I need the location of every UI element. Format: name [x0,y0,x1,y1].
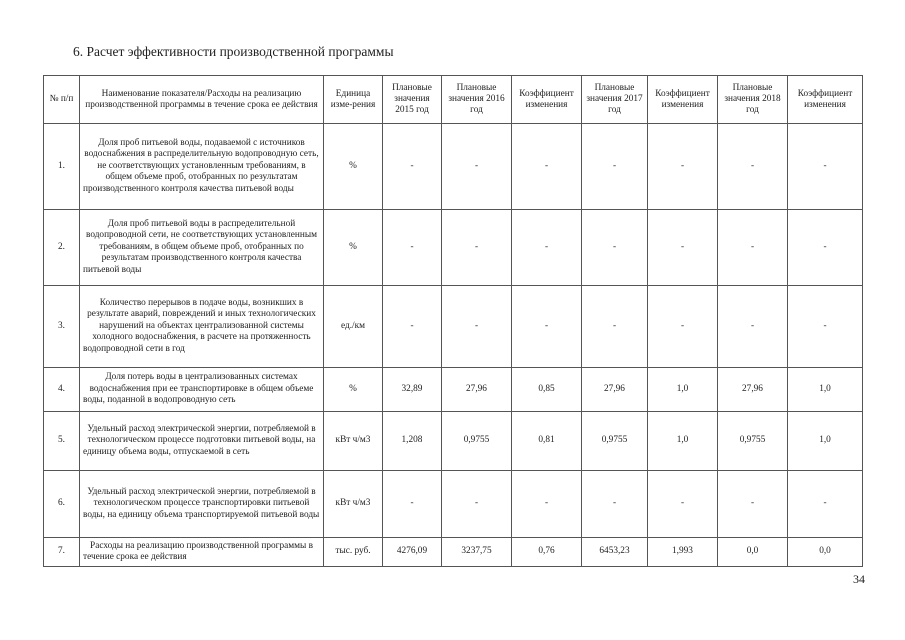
header-cell-num: № п/п [44,76,80,124]
row-number: 1. [44,124,80,210]
value-plan-2016: - [442,124,512,210]
header-cell-name: Наименование показателя/Расходы на реализацию производственной программы в течение срока ее действия [80,76,324,124]
value-plan-2017: 6453,23 [582,538,648,567]
unit-cell: % [324,368,383,412]
value-coef-2017: 1,0 [648,412,718,471]
value-coef-2016: 0,85 [512,368,582,412]
value-coef-2016: 0,81 [512,412,582,471]
value-plan-2016: - [442,210,512,286]
value-plan-2015: - [383,210,442,286]
table-row [44,368,863,412]
table-row [44,210,863,286]
value-plan-2017: 27,96 [582,368,648,412]
value-coef-2018: 1,0 [788,368,863,412]
unit-cell: % [324,210,383,286]
indicator-name: Расходы на реализацию производственной программы в течение срока ее действия [80,538,324,567]
header-cell-coef-2017: Коэффициент изменения [648,76,718,124]
value-plan-2015: - [383,471,442,538]
unit-cell: ед./км [324,286,383,368]
row-number: 6. [44,471,80,538]
value-coef-2017: - [648,286,718,368]
section-title: 6. Расчет эффективности производственной программы [73,44,394,59]
indicator-name: Удельный расход электрической энергии, потребляемой в технологическом процессе подготовки питьевой воды, на единицу объема воды, отпускаемой в сеть [80,412,324,471]
table-row [44,471,863,538]
value-plan-2015: 1,208 [383,412,442,471]
table-row [44,538,863,567]
page-number: 34 [853,572,865,586]
value-plan-2017: - [582,471,648,538]
row-number: 5. [44,412,80,471]
value-plan-2017: - [582,286,648,368]
row-number: 4. [44,368,80,412]
table-row [44,286,863,368]
value-plan-2016: - [442,471,512,538]
unit-cell: кВт ч/м3 [324,471,383,538]
unit-cell: тыс. руб. [324,538,383,567]
value-plan-2018: 27,96 [718,368,788,412]
value-coef-2017: - [648,124,718,210]
indicator-name: Доля потерь воды в централизованных системах водоснабжения при ее транспортировке в общем объеме воды, поданной в водопроводную сеть [80,368,324,412]
efficiency-table [43,75,863,567]
value-coef-2016: - [512,210,582,286]
value-coef-2018: 0,0 [788,538,863,567]
value-coef-2016: - [512,471,582,538]
value-plan-2016: 27,96 [442,368,512,412]
table-header-row [44,76,863,124]
value-plan-2018: - [718,124,788,210]
value-plan-2015: 4276,09 [383,538,442,567]
value-plan-2018: 0,9755 [718,412,788,471]
header-cell-plan-2016: Плановые значения 2016 год [442,76,512,124]
value-coef-2018: 1,0 [788,412,863,471]
header-cell-plan-2018: Плановые значения 2018 год [718,76,788,124]
indicator-name: Доля проб питьевой воды, подаваемой с источников водоснабжения в распределительную водопроводную сеть, не соответствующих установленным требованиям, в общем объеме проб, отобранных по результатам производственного контроля качества питьевой воды [80,124,324,210]
value-plan-2015: 32,89 [383,368,442,412]
table-row [44,124,863,210]
value-plan-2018: - [718,471,788,538]
unit-cell: % [324,124,383,210]
value-coef-2016: - [512,286,582,368]
value-coef-2016: - [512,124,582,210]
value-coef-2018: - [788,286,863,368]
row-number: 2. [44,210,80,286]
unit-cell: кВт ч/м3 [324,412,383,471]
value-plan-2015: - [383,124,442,210]
indicator-name: Удельный расход электрической энергии, потребляемой в технологическом процессе транспортировки питьевой воды, на единицу объема транспортируемой питьевой воды [80,471,324,538]
value-plan-2015: - [383,286,442,368]
indicator-name: Доля проб питьевой воды в распределительной водопроводной сети, не соответствующих установленным требованиям, в общем объеме проб, отобранных по результатам производственного контроля качества питьевой воды [80,210,324,286]
value-plan-2018: - [718,210,788,286]
value-coef-2018: - [788,471,863,538]
value-plan-2016: 0,9755 [442,412,512,471]
header-cell-unit: Единица изме-рения [324,76,383,124]
value-plan-2017: - [582,210,648,286]
value-plan-2016: 3237,75 [442,538,512,567]
header-cell-plan-2015: Плановые значения 2015 год [383,76,442,124]
value-coef-2018: - [788,210,863,286]
value-coef-2017: 1,993 [648,538,718,567]
header-cell-coef-2016: Коэффициент изменения [512,76,582,124]
header-cell-coef-2018: Коэффициент изменения [788,76,863,124]
value-plan-2018: - [718,286,788,368]
value-plan-2018: 0,0 [718,538,788,567]
value-plan-2016: - [442,286,512,368]
value-coef-2017: - [648,210,718,286]
value-coef-2017: 1,0 [648,368,718,412]
indicator-name: Количество перерывов в подаче воды, возникших в результате аварий, повреждений и иных технологических нарушений на объектах централизованной системы холодного водоснабжения, в расчете на протяженность водопроводной сети в год [80,286,324,368]
value-coef-2018: - [788,124,863,210]
value-plan-2017: 0,9755 [582,412,648,471]
row-number: 7. [44,538,80,567]
row-number: 3. [44,286,80,368]
value-coef-2017: - [648,471,718,538]
table-row [44,412,863,471]
value-plan-2017: - [582,124,648,210]
value-coef-2016: 0,76 [512,538,582,567]
header-cell-plan-2017: Плановые значения 2017 год [582,76,648,124]
